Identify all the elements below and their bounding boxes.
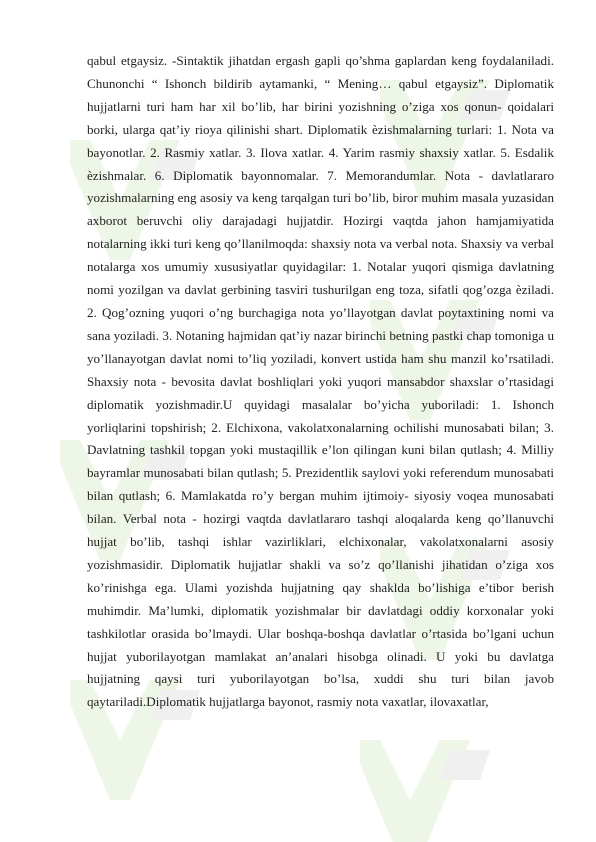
watermark-logo-icon — [360, 720, 500, 842]
body-paragraph: qabul etgaysiz. -Sintaktik jihatdan ergash gapli qo’shma gaplardan keng foydalaniladi. Chunonchi “ Ishonch bildirib aytamanki, “ Mening… qabul etgaysiz”. Diplomatik hujjatlarni turi ham har xil bo’lib, har birini yozishning o’ziga xos qonun- qoidalari borki, ularga qat’iy rioya qilinishi shart. Diplomatik ѐzishmalarning turlari: 1. Nota va bayonotlar. 2. Rasmiy xatlar. 3. Ilova xatlar. 4. Yarim rasmiy shaxsiy xatlar. 5. Esdalik ѐzishmalar. 6. Diplomatik bayonnomalar. 7. Memorandumlar. Nota - davlatlararo yozishmalarning eng asosiy va keng tarqalgan turi bo’lib, biror muhim masala yuzasidan axborot beruvchi oliy darajadagi hujjatdir. Hozirgi vaqtda jahon hamjamiyatida notalarning ikki turi keng qo’llanilmoqda: shaxsiy nota va verbal nota. Shaxsiy va verbal notalarga xos umumiy xususiyatlar quyidagilar: 1. Notalar yuqori qismiga davlatning nomi yozilgan va davlat gerbining tasviri tushurilgan eng toza, sifatli qog’ozga ѐziladi. 2. Qog’ozning yuqori o’ng burchagiga nota yo’llayotgan davlat poytaxtining nomi va sana yoziladi. 3. Notaning hajmidan qat’iy nazar birinchi betning pastki chap tomoniga u yo’llanayotgan davlat nomi to’liq yoziladi, konvert ustida ham shu manzil ko’rsatiladi. Shaxsiy nota - bevosita davlat boshliqlari yoki yuqori mansabdor shaxslar o’rtasidagi diplomatik yozishmadir.U quyidagi masalalar bo’yicha yuboriladi: 1. Ishonch yorliqlarini topshirish; 2. Elchixona, vakolatxonalarning ochilishi munosabati bilan; 3. Davlatning tashkil topgan yoki mustaqillik e’lon qilingan kuni bilan qutlash; 4. Milliy bayramlar munosabati bilan qutlash; 5. Prezidentlik saylovi yoki referendum munosabati bilan qutlash; 6. Mamlakatda ro’y bergan muhim ijtimoiy- siyosiy voqea munosabati bilan. Verbal nota - hozirgi vaqtda davlatlararo tashqi aloqalarda keng qo’llanuvchi hujjat bo’lib, tashqi ishlar vazirliklari, elchixonalar, vakolatxonalarni asosiy yozishmasidir. Diplomatik hujjatlar shakli va so’z qo’llanishi jihatidan o’ziga xos ko’rinishga ega. Ulami yozishda hujjatning qay shaklda bo’lishiga e’tibor berish muhimdir. Ma’lumki, diplomatik yozishmalar bir davlatdagi oddiy korxonalar yoki tashkilotlar orasida bo’lmaydi. Ular boshqa-boshqa davlatlar o’rtasida bo’lgani uchun hujjat yuborilayotgan mamlakat an’analari hisobga olinadi. U yoki bu davlatga hujjatning qaysi turi yuborilayotgan bo’lsa, xuddi shu turi bilan javob qaytariladi.Diplomatik hujjatlarga bayonot, rasmiy nota vaxatlar, ilovaxatlar, — [87, 53, 554, 710]
document-body — [87, 50, 554, 714]
